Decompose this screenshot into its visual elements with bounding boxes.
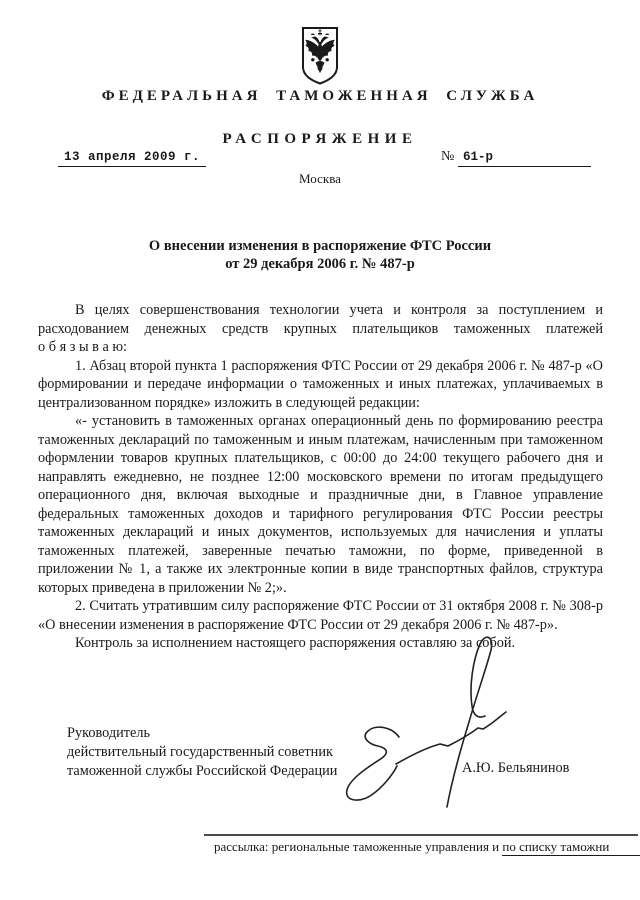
russia-coat-of-arms-icon (298, 26, 342, 91)
date-field: 13 апреля 2009 г. (58, 150, 206, 167)
paragraph-item-2: 2. Считать утратившим силу распоряжение ФТС России от 31 октября 2008 г. № 308-р «О внесении изменения в распоряжение ФТС России от 29 декабря 2006 г. № 487-р». (38, 598, 603, 633)
distribution-underlined-text: по списку таможни (502, 839, 640, 856)
paragraph-control: Контроль за исполнением настоящего распоряжения оставляю за собой. (75, 635, 516, 651)
signer-position-line-3: таможенной службы Российской Федерации (67, 763, 338, 779)
paragraph-preamble: В целях совершенствования технологии учета и контроля за поступлением и расходованием денежных средств крупных плательщиков таможенных платежей (38, 302, 603, 337)
paragraph-quoted-edit: «- установить в таможенных органах операционный день по формированию реестра таможенных деклараций по таможенным и иным платежам, начисленным при таможенном оформлении товаров крупных плательщиков, с 00:00 до 24:00 текущего рабочего дня и направлять ежедневно, не позднее 12:00 московского времени по итогам предыдущего операционного дня, включая выходные и праздничные дни, в Главное управление федеральных таможенных доходов и тарифного регулирования ФТС России реестры таможенных деклараций и иных документов, используемых для начисления и уплаты таможенных платежей, заверенные печатью таможни, по форме, приведенной в приложении № 1, а также их электронные копии в виде транспортных файлов, структура которых приведена в приложении № 2;». (38, 413, 603, 596)
distribution-text: рассылка: региональные таможенные управления и (214, 839, 503, 854)
document-type-heading: РАСПОРЯЖЕНИЕ (222, 131, 418, 147)
footer-divider (204, 834, 638, 836)
number-sign: № (441, 149, 455, 164)
document-number-field: 61-р (458, 150, 591, 167)
handwritten-signature-icon (340, 630, 520, 820)
document-title (0, 238, 640, 273)
signer-position (67, 724, 337, 781)
title-line-1: О внесении изменения в распоряжение ФТС России (148, 238, 492, 254)
title-line-2: от 29 декабря 2006 г. № 487-р (225, 255, 415, 272)
signer-name: А.Ю. Бельянинов (462, 760, 570, 776)
paragraph-item-1: 1. Абзац второй пункта 1 распоряжения ФТС России от 29 декабря 2006 г. № 487-р «О формировании и передаче информации о таможенных и иных платежах, уплачиваемых в централизованном порядке» изложить в следующей редакции: (38, 357, 603, 411)
paragraph-obligation-word: о б я з ы в а ю: (38, 339, 128, 355)
city-label: Москва (299, 171, 341, 186)
org-name: ФЕДЕРАЛЬНАЯ ТАМОЖЕННАЯ СЛУЖБА (101, 88, 539, 104)
signer-position-line-1: Руководитель (67, 725, 151, 741)
body-text (38, 301, 603, 653)
distribution-line (204, 839, 638, 855)
distribution-footer (204, 834, 638, 855)
signer-position-line-2: действительный государственный советник (67, 744, 333, 760)
